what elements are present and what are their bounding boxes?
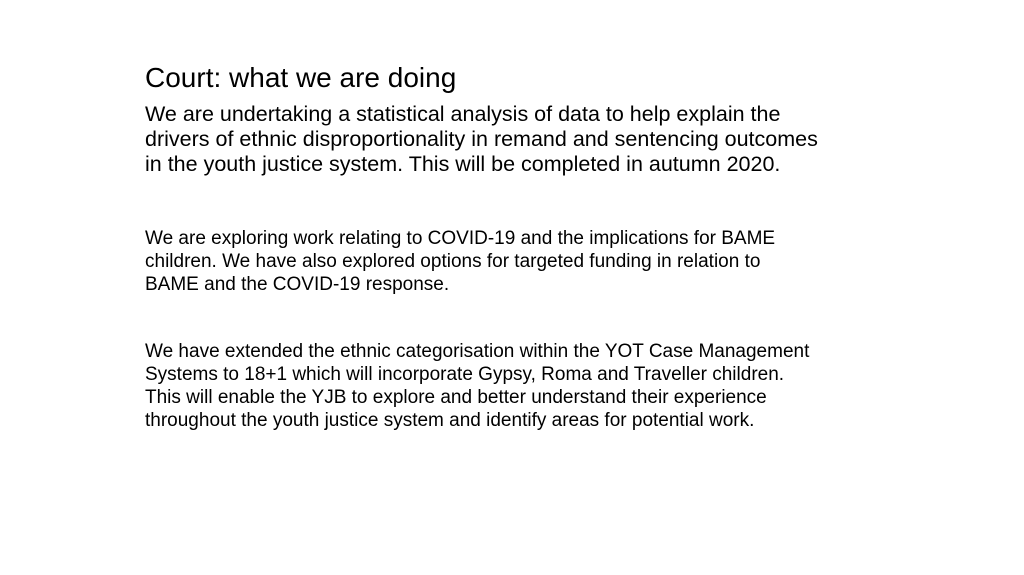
lead-line: drivers of ethnic disproportionality in remand and sentencing outcomes (145, 127, 818, 151)
paragraph-line: throughout the youth justice system and identify areas for potential work. (145, 410, 755, 431)
slide-title: Court: what we are doing (145, 62, 457, 93)
paragraph-line: children. We have also explored options for targeted funding in relation to (145, 251, 761, 272)
paragraph-line: We are exploring work relating to COVID-19 and the implications for BAME (145, 228, 776, 249)
paragraph-line: BAME and the COVID-19 response. (145, 274, 450, 295)
categorisation-paragraph (145, 340, 905, 432)
paragraph-line: Systems to 18+1 which will incorporate Gypsy, Roma and Traveller children. (145, 364, 785, 385)
paragraph-line: This will enable the YJB to explore and better understand their experience (145, 387, 767, 408)
lead-line: in the youth justice system. This will be completed in autumn 2020. (145, 152, 781, 176)
lead-line: We are undertaking a statistical analysis of data to help explain the (145, 102, 781, 126)
paragraph-line: We have extended the ethnic categorisation within the YOT Case Management (145, 341, 810, 362)
lead-paragraph (145, 102, 905, 177)
covid-paragraph (145, 227, 905, 296)
